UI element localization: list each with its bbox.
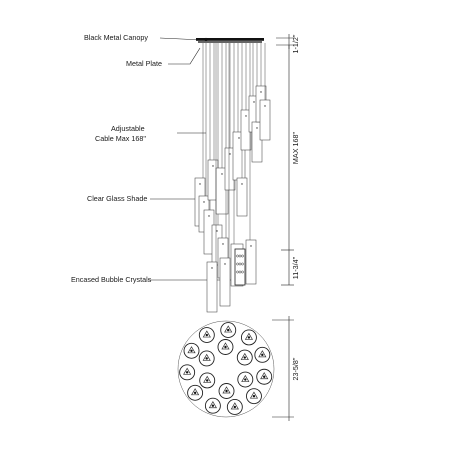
bottom-view — [178, 321, 274, 417]
leader-plate — [168, 48, 200, 64]
plan-shade-center — [234, 406, 236, 408]
metal-plate — [198, 41, 262, 43]
shade-cap — [203, 201, 204, 202]
shade-cap — [229, 153, 230, 154]
crystal-shade — [235, 249, 245, 285]
callout-plate — [126, 48, 200, 68]
label-metal-plate: Metal Plate — [126, 59, 162, 68]
shade-cap — [199, 183, 200, 184]
shade-cap — [238, 137, 239, 138]
shade-cap — [216, 230, 217, 231]
plan-shade-center — [227, 329, 229, 331]
plan-shade-center — [248, 336, 250, 338]
callout-cable — [95, 124, 206, 143]
shade-cap — [212, 165, 213, 166]
plan-shade-center — [206, 334, 208, 336]
callout-shade — [87, 194, 198, 203]
label-black-metal-canopy: Black Metal Canopy — [84, 33, 148, 42]
plan-shade-center — [212, 405, 214, 407]
plan-shade-center — [224, 346, 226, 348]
shade-cap — [221, 173, 222, 174]
dimension-diameter — [272, 316, 300, 421]
shade-cap — [256, 127, 257, 128]
shade-cap — [253, 101, 254, 102]
plan-shade-center — [206, 379, 208, 381]
pendant-group — [195, 43, 270, 312]
dimension-canopy — [276, 34, 300, 53]
glass-shade — [220, 258, 230, 306]
shade-cap — [222, 243, 223, 244]
plan-shade-center — [244, 356, 246, 358]
glass-shade — [207, 262, 217, 312]
shade-cap — [208, 215, 209, 216]
shade-cap — [264, 105, 265, 106]
shade-cap — [250, 245, 251, 246]
dim-shade-height: 11-3/4" — [291, 256, 300, 280]
shade-cap — [241, 183, 242, 184]
plan-shade-center — [225, 390, 227, 392]
dimension-shade-height — [281, 250, 300, 285]
dim-canopy-height: 1-1/2" — [291, 34, 300, 54]
shade-cap — [211, 267, 212, 268]
callout-canopy — [84, 33, 203, 42]
plan-shade-center — [205, 357, 207, 359]
dim-max-drop: MAX 168" — [291, 131, 300, 165]
plan-shade-center — [263, 376, 265, 378]
label-adjustable: Adjustable — [111, 124, 145, 133]
label-clear-glass-shade: Clear Glass Shade — [87, 194, 148, 203]
dimension-max-drop — [281, 45, 300, 250]
dim-diameter: 23-5/8" — [291, 357, 300, 381]
shade-cap — [224, 263, 225, 264]
shade-cap — [260, 91, 261, 92]
plan-shade-center — [186, 371, 188, 373]
plan-shade-group — [180, 323, 272, 415]
plan-shade-center — [261, 354, 263, 356]
canopy-screw — [204, 38, 207, 41]
label-encased-bubble-crystals: Encased Bubble Crystals — [71, 275, 152, 284]
plan-shade-center — [253, 395, 255, 397]
plan-shade-center — [244, 378, 246, 380]
label-cable-max: Cable Max 168" — [95, 134, 146, 143]
shade-cap — [245, 115, 246, 116]
plan-shade-center — [190, 350, 192, 352]
plan-shade-center — [194, 392, 196, 394]
